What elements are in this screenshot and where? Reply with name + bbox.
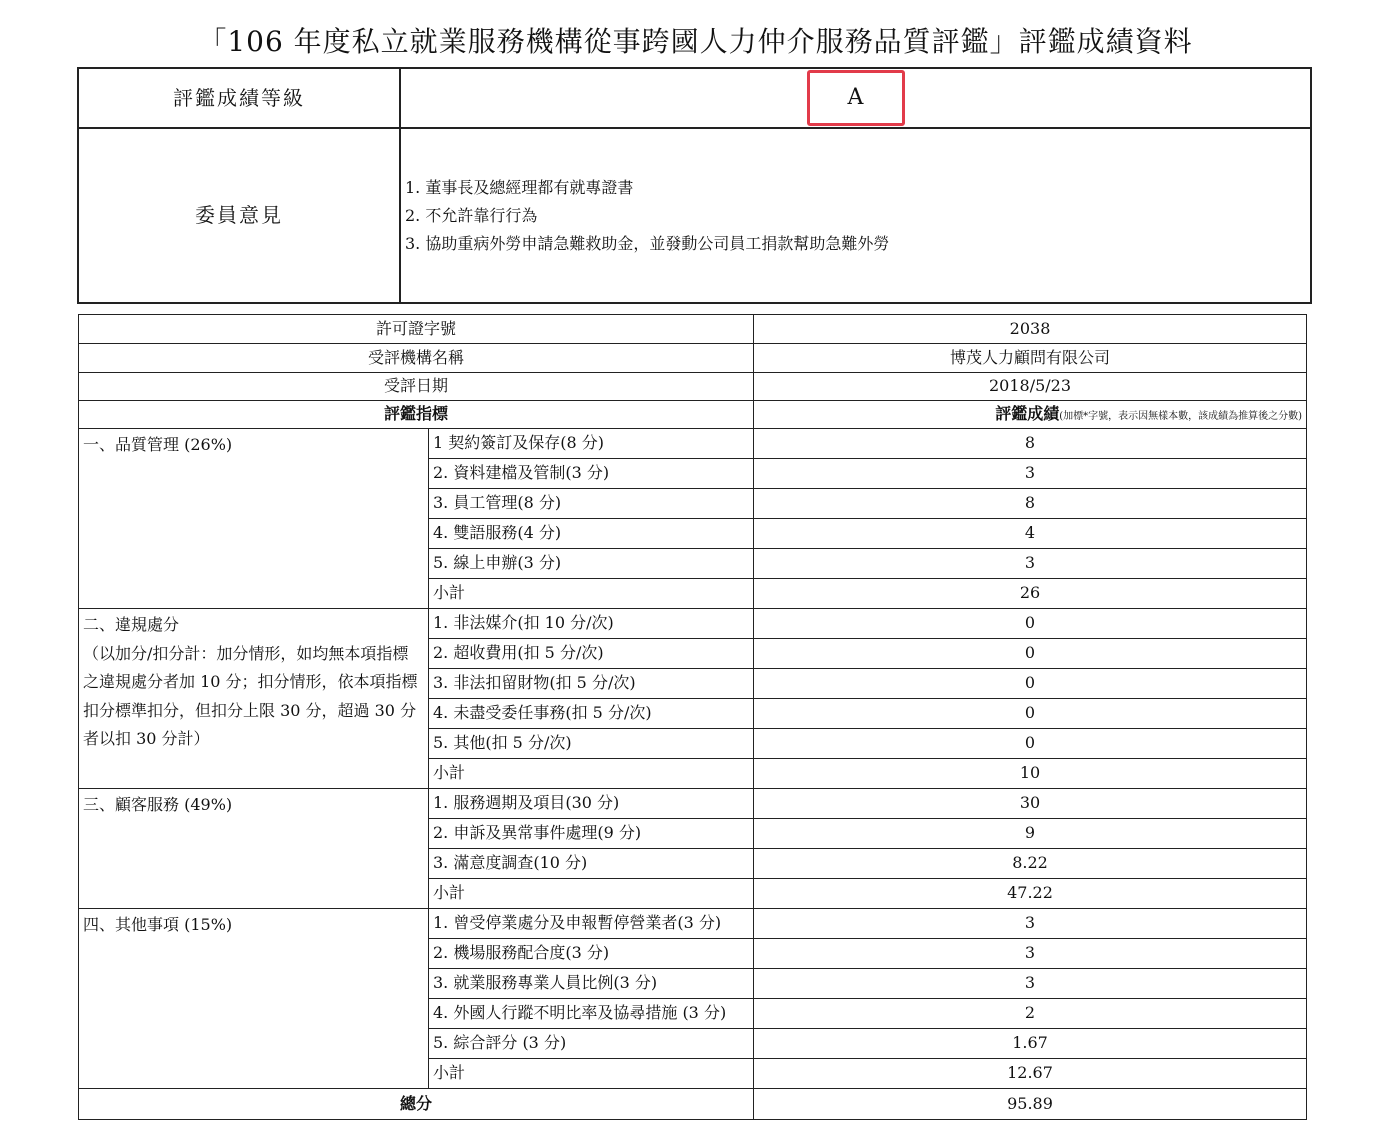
grade-value: A (807, 70, 905, 126)
item-label: 2. 資料建檔及管制(3 分) (429, 459, 754, 489)
eval-date-label: 受評日期 (79, 373, 754, 401)
item-score: 0 (754, 669, 1307, 699)
item-score: 8 (754, 429, 1307, 459)
opinion-item: 2. 不允許靠行行為 (405, 205, 538, 225)
table-row (79, 789, 1307, 819)
org-name-row (79, 344, 1307, 373)
table-row (79, 429, 1307, 459)
item-score: 1.67 (754, 1029, 1307, 1059)
category-desc: （以加分/扣分計：加分情形，如均無本項指標之違規處分者加 10 分；扣分情形，依本項指標扣分標準扣分，但扣分上限 30 分，超過 30 分者以扣 30 分計） (83, 643, 418, 748)
item-label: 3. 員工管理(8 分) (429, 489, 754, 519)
item-score: 0 (754, 699, 1307, 729)
item-score: 4 (754, 519, 1307, 549)
score-header-note: (加標*字號，表示因無樣本數，該成績為推算後之分數) (1059, 411, 1303, 423)
item-score: 0 (754, 639, 1307, 669)
org-name-value: 博茂人力顧問有限公司 (754, 344, 1307, 373)
item-label: 2. 申訴及異常事件處理(9 分) (429, 819, 754, 849)
item-label: 1. 服務週期及項目(30 分) (429, 789, 754, 819)
item-score: 9 (754, 819, 1307, 849)
org-name-label: 受評機構名稱 (79, 344, 754, 373)
category-other (79, 909, 429, 1089)
score-table (78, 314, 1307, 1120)
item-score: 2 (754, 999, 1307, 1029)
category-name: 四、其他事項 (15%) (83, 915, 233, 934)
document-title: 「106 年度私立就業服務機構從事跨國人力仲介服務品質評鑑」評鑑成績資料 (198, 25, 1193, 58)
item-label: 4. 雙語服務(4 分) (429, 519, 754, 549)
opinion-row (78, 128, 1311, 303)
subtotal-score: 12.67 (754, 1059, 1307, 1089)
eval-date-value: 2018/5/23 (754, 373, 1307, 401)
score-header (754, 401, 1307, 429)
grade-label: 評鑑成績等級 (78, 68, 400, 128)
item-label: 4. 外國人行蹤不明比率及協尋措施 (3 分) (429, 999, 754, 1029)
subtotal-label: 小計 (429, 879, 754, 909)
item-score: 3 (754, 939, 1307, 969)
subtotal-score: 26 (754, 579, 1307, 609)
category-customer-service (79, 789, 429, 909)
license-label: 許可證字號 (79, 315, 754, 344)
item-label: 5. 線上申辦(3 分) (429, 549, 754, 579)
subtotal-label: 小計 (429, 759, 754, 789)
indicator-header: 評鑑指標 (79, 401, 754, 429)
item-score: 8.22 (754, 849, 1307, 879)
opinion-label: 委員意見 (78, 128, 400, 303)
category-violation (79, 609, 429, 789)
item-label: 5. 其他(扣 5 分/次) (429, 729, 754, 759)
item-label: 3. 就業服務專業人員比例(3 分) (429, 969, 754, 999)
item-score: 3 (754, 459, 1307, 489)
total-label: 總分 (79, 1089, 754, 1120)
item-score: 3 (754, 909, 1307, 939)
grade-value-cell (400, 68, 1311, 128)
subtotal-score: 47.22 (754, 879, 1307, 909)
table-row (79, 909, 1307, 939)
license-value: 2038 (754, 315, 1307, 344)
item-label: 3. 滿意度調查(10 分) (429, 849, 754, 879)
category-quality (79, 429, 429, 609)
item-label: 2. 機場服務配合度(3 分) (429, 939, 754, 969)
item-label: 5. 綜合評分 (3 分) (429, 1029, 754, 1059)
item-score: 3 (754, 969, 1307, 999)
item-score: 8 (754, 489, 1307, 519)
item-score: 30 (754, 789, 1307, 819)
item-score: 0 (754, 609, 1307, 639)
eval-date-row (79, 373, 1307, 401)
category-name: 二、違規處分 (83, 615, 180, 634)
opinion-item: 3. 協助重病外勞申請急難救助金，並發動公司員工捐款幫助急難外勞 (405, 233, 890, 253)
opinion-list (400, 128, 1311, 303)
subtotal-label: 小計 (429, 579, 754, 609)
license-row (79, 315, 1307, 344)
item-label: 1. 曾受停業處分及申報暫停營業者(3 分) (429, 909, 754, 939)
item-score: 0 (754, 729, 1307, 759)
category-name: 三、顧客服務 (49%) (83, 795, 233, 814)
opinion-item: 1. 董事長及總經理都有就專證書 (405, 177, 634, 197)
item-score: 3 (754, 549, 1307, 579)
subtotal-score: 10 (754, 759, 1307, 789)
table-row (79, 609, 1307, 639)
total-score: 95.89 (754, 1089, 1307, 1120)
item-label: 1 契約簽訂及保存(8 分) (429, 429, 754, 459)
score-header-label: 評鑑成績 (995, 404, 1060, 424)
grade-row (78, 68, 1311, 128)
item-label: 3. 非法扣留財物(扣 5 分/次) (429, 669, 754, 699)
subtotal-label: 小計 (429, 1059, 754, 1089)
category-name: 一、品質管理 (26%) (83, 435, 233, 454)
item-label: 1. 非法媒介(扣 10 分/次) (429, 609, 754, 639)
total-row (79, 1089, 1307, 1120)
item-label: 4. 未盡受委任事務(扣 5 分/次) (429, 699, 754, 729)
grade-opinion-table (77, 67, 1312, 304)
header-row (79, 401, 1307, 429)
item-label: 2. 超收費用(扣 5 分/次) (429, 639, 754, 669)
